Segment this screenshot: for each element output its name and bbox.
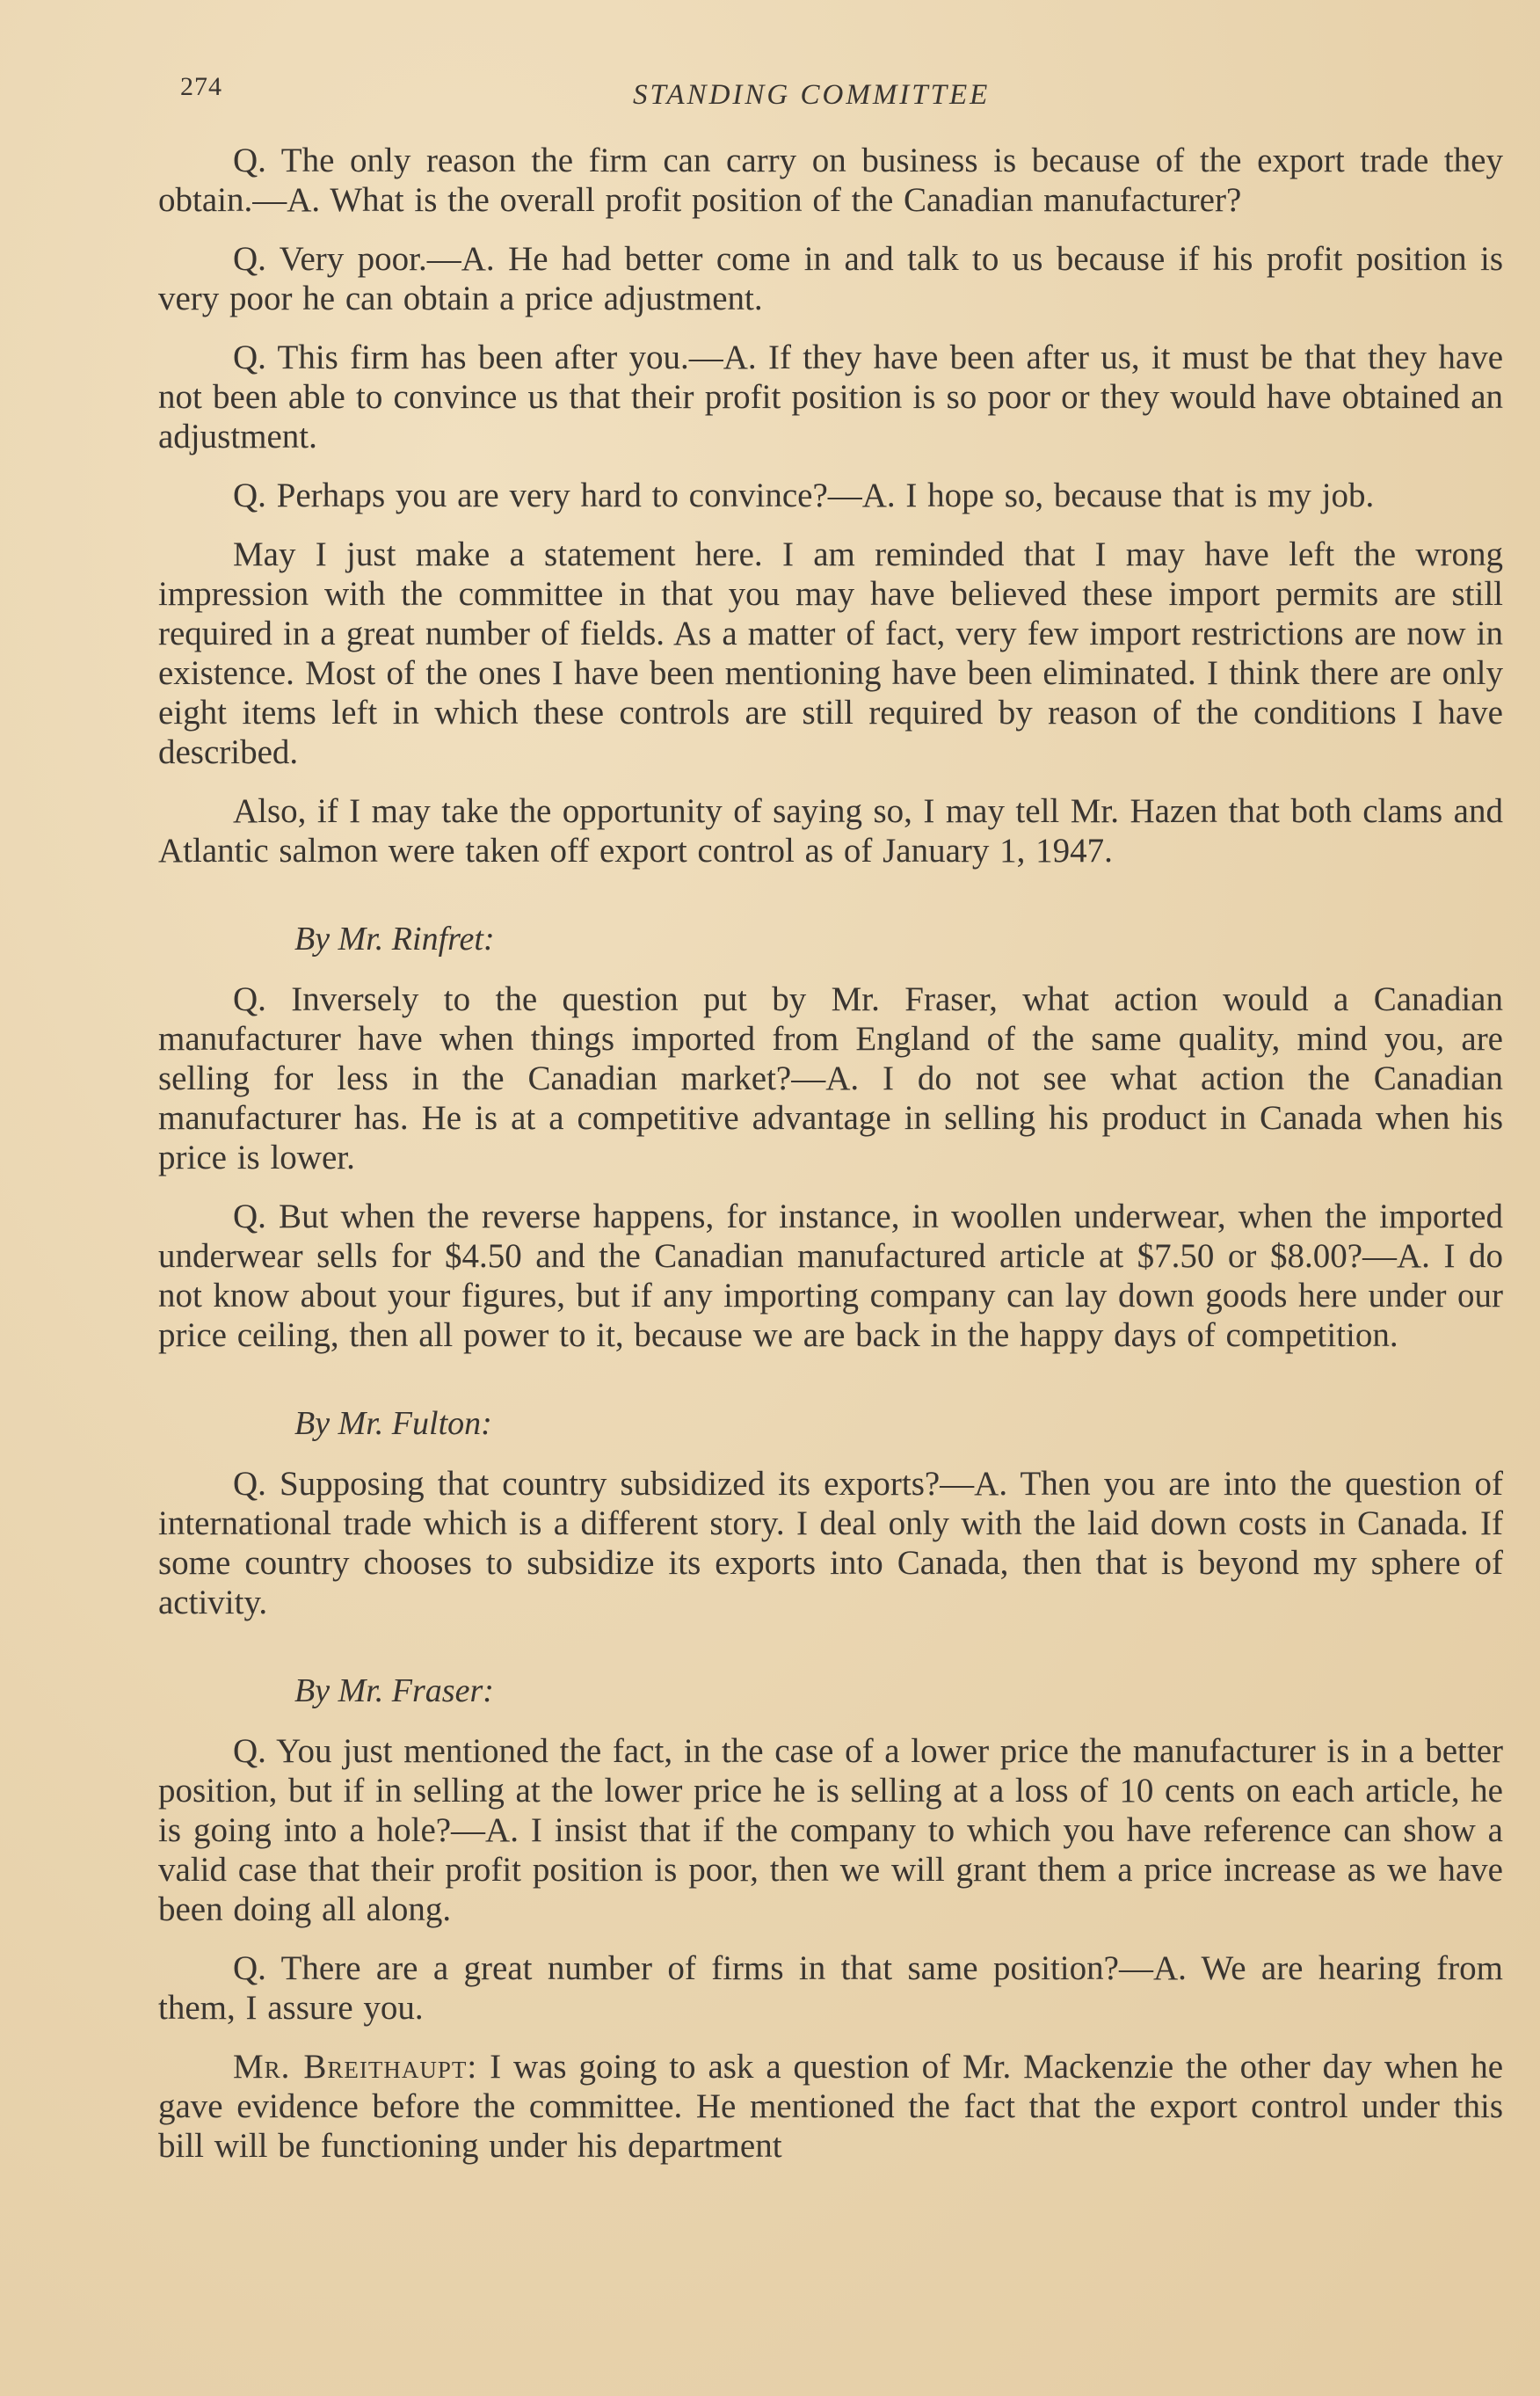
paragraph: Q. The only reason the firm can carry on business is because of the export trade they obtain.—A. What is the overall profit position of the Canadian manufacturer? bbox=[158, 142, 1503, 219]
paragraph: Q. Inversely to the question put by Mr. Fraser, what action would a Canadian manufacturer have when things imported from England of the same quality, mind you, are selling for less in the Canadian market?—A. I do not see what action the Canadian manufacturer has. He is at a competitive advantage in selling his product in Canada when his price is lower. bbox=[158, 980, 1503, 1176]
section-heading: By Mr. Rinfret: bbox=[294, 921, 495, 958]
section-fraser bbox=[158, 1671, 1503, 2028]
speaker-text: I was going to ask a question of Mr. Mackenzie the other day when he gave evidence before the committee. He mentioned the fact that the export control under this bill will be functioning under his department bbox=[158, 2048, 1503, 2165]
section-rinfret bbox=[158, 920, 1503, 1355]
section-heading: By Mr. Fulton: bbox=[294, 1405, 492, 1442]
section-heading: By Mr. Fraser: bbox=[294, 1672, 494, 1709]
paragraph: May I just make a statement here. I am reminded that I may have left the wrong impression with the committee in that you may have believed these import permits are still required in a great number of fields. As a matter of fact, very few import restrictions are now in existence. Most of the ones I have been mentioning have been eliminated. I think there are only eight items left in which these controls are still required by reason of the conditions I have described. bbox=[158, 535, 1503, 771]
section-fulton bbox=[158, 1404, 1503, 1622]
paragraph: Q. Supposing that country subsidized its exports?—A. Then you are into the question of international trade which is a different story. I deal only with the laid down costs in Canada. If some country chooses to subsidize its exports into Canada, then that is beyond my sphere of activity. bbox=[158, 1465, 1503, 1621]
paragraph: Q. But when the reverse happens, for instance, in woollen underwear, when the imported underwear sells for $4.50 and the Canadian manufactured article at $7.50 or $8.00?—A. I do not know about your figures, but if any importing company can lay down goods here under our price ceiling, then all power to it, because we are back in the happy days of competition. bbox=[158, 1198, 1503, 1354]
document-page bbox=[158, 62, 1503, 2365]
paragraph: Q. Perhaps you are very hard to convince?—A. I hope so, because that is my job. bbox=[233, 477, 1375, 514]
speaker-name: Mr. Breithaupt: bbox=[233, 2048, 478, 2086]
running-title: STANDING COMMITTEE bbox=[633, 79, 991, 111]
page-number: 274 bbox=[180, 72, 222, 101]
testimony-block-a bbox=[158, 141, 1503, 870]
paragraph: Q. Very poor.—A. He had better come in and talk to us because if his profit position is very poor he can obtain a price adjustment. bbox=[158, 240, 1503, 317]
final-paragraph bbox=[158, 2047, 1503, 2166]
paragraph: Q. There are a great number of firms in that same position?—A. We are hearing from them, I assure you. bbox=[158, 1949, 1503, 2027]
paragraph: Q. This firm has been after you.—A. If they have been after us, it must be that they have not been able to convince us that their profit position is so poor or they would have obtained an adjustment. bbox=[158, 339, 1503, 455]
paragraph: Q. You just mentioned the fact, in the case of a lower price the manufacturer is in a better position, but if in selling at the lower price he is selling at a loss of 10 cents on each article, he is going into a hole?—A. I insist that if the company to which you have reference can show a valid case that their profit position is poor, then we will grant them a price increase as we have been doing all along. bbox=[158, 1732, 1503, 1928]
page-header bbox=[158, 62, 1503, 141]
paragraph: Also, if I may take the opportunity of saying so, I may tell Mr. Hazen that both clams and Atlantic salmon were taken off export control as of January 1, 1947. bbox=[158, 792, 1503, 870]
